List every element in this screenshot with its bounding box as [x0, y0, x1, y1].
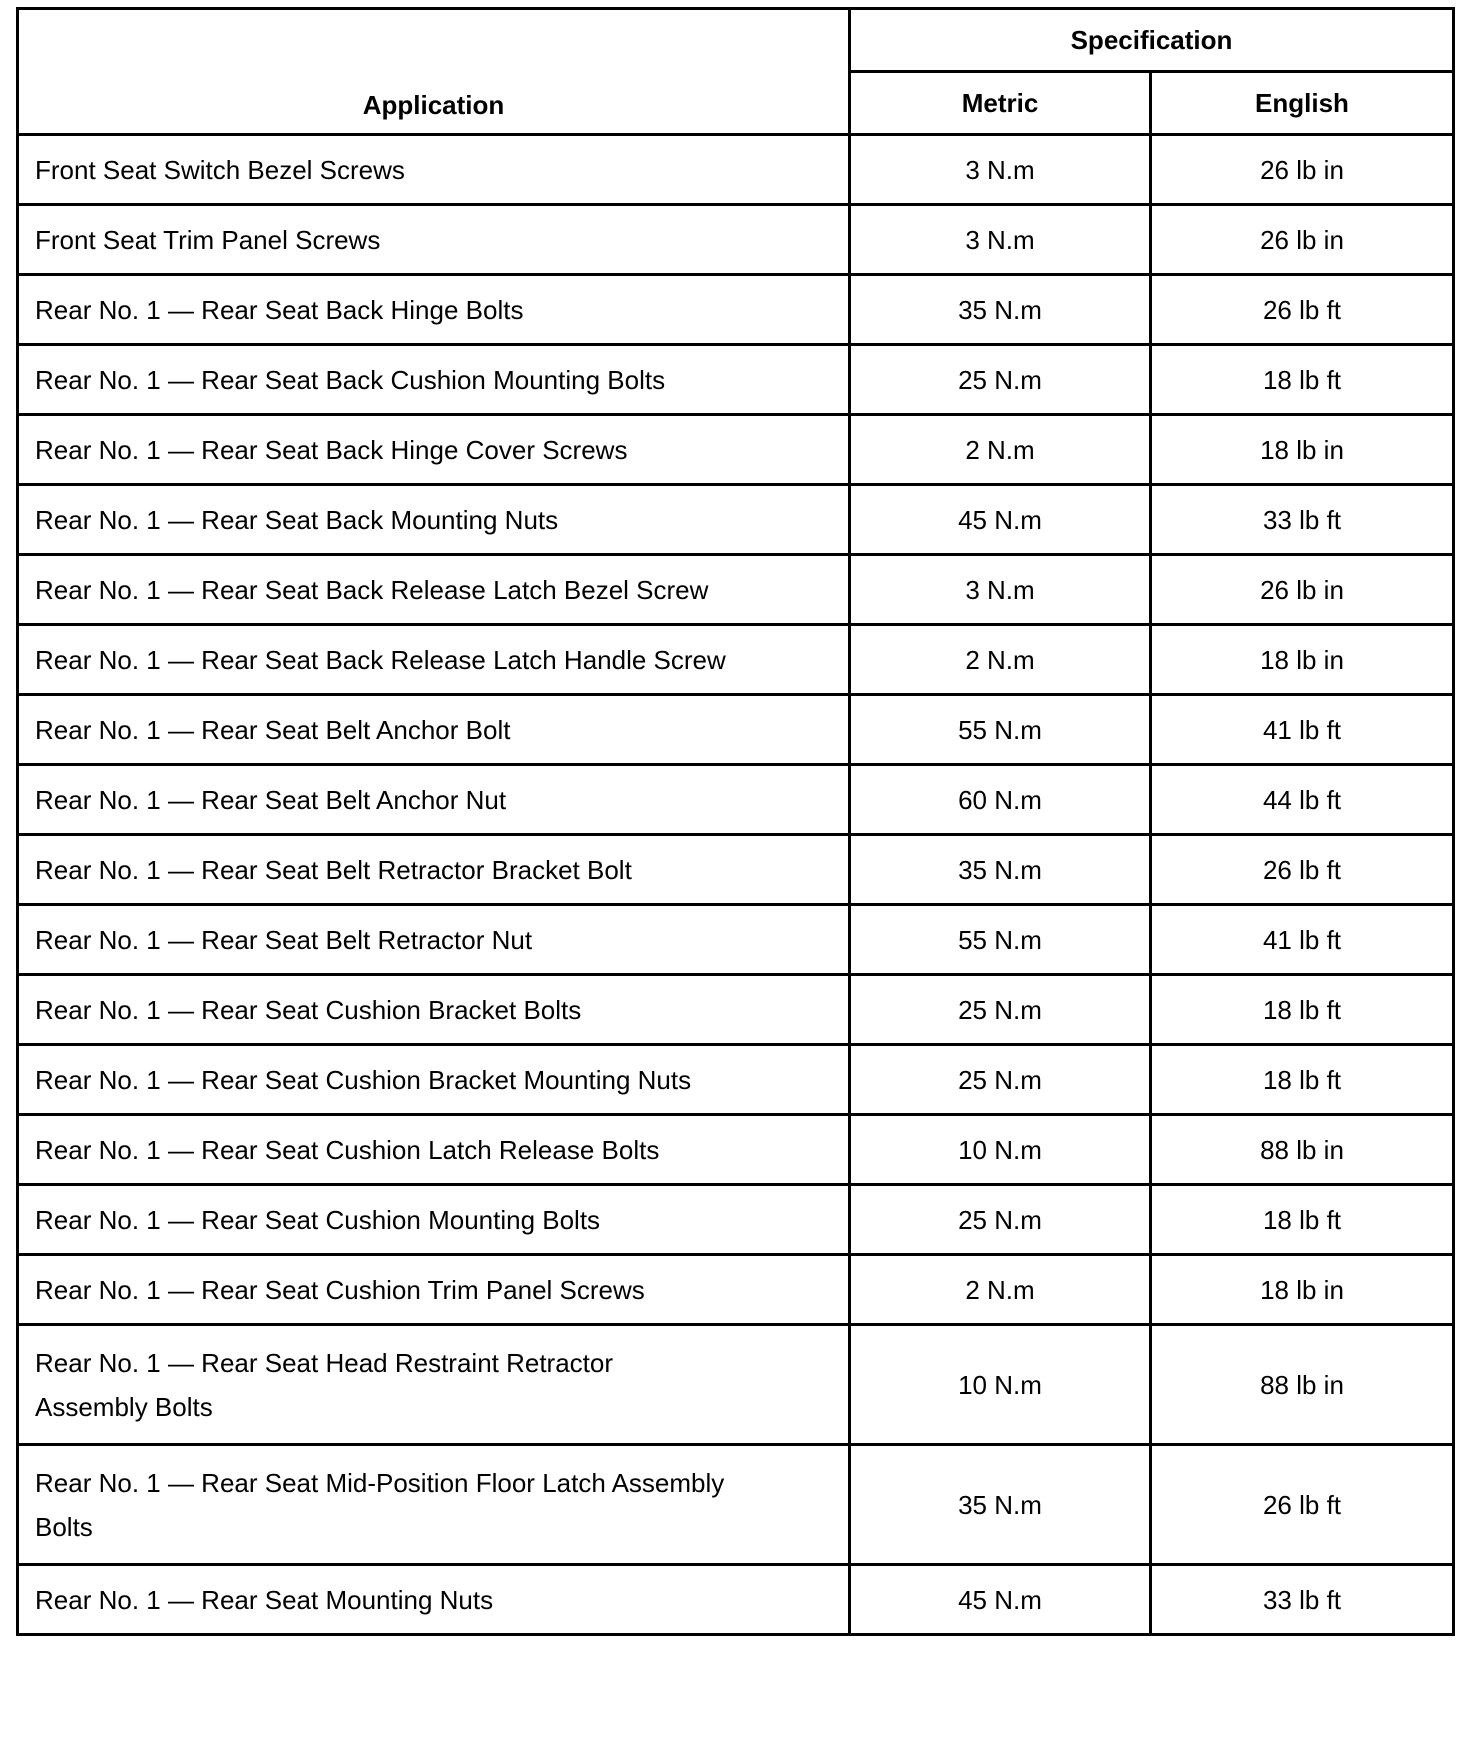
english-cell: 26 lb in	[1151, 555, 1454, 625]
metric-cell: 45 N.m	[850, 1565, 1151, 1635]
metric-cell: 2 N.m	[850, 625, 1151, 695]
metric-cell: 10 N.m	[850, 1115, 1151, 1185]
application-cell: Rear No. 1 — Rear Seat Mid-Position Floor Latch Assembly Bolts	[18, 1445, 850, 1565]
english-header: English	[1151, 72, 1454, 135]
english-cell: 18 lb ft	[1151, 1185, 1454, 1255]
table-row	[18, 415, 1454, 485]
english-cell: 44 lb ft	[1151, 765, 1454, 835]
table-row	[18, 1185, 1454, 1255]
application-cell: Rear No. 1 — Rear Seat Belt Retractor Nut	[18, 905, 850, 975]
english-cell: 26 lb ft	[1151, 1445, 1454, 1565]
english-cell: 26 lb ft	[1151, 275, 1454, 345]
metric-cell: 3 N.m	[850, 205, 1151, 275]
english-cell: 33 lb ft	[1151, 1565, 1454, 1635]
metric-cell: 25 N.m	[850, 1045, 1151, 1115]
table-row	[18, 1115, 1454, 1185]
table-row	[18, 1445, 1454, 1565]
application-cell: Rear No. 1 — Rear Seat Cushion Trim Panel Screws	[18, 1255, 850, 1325]
table-row	[18, 275, 1454, 345]
application-cell: Front Seat Trim Panel Screws	[18, 205, 850, 275]
table-row	[18, 835, 1454, 905]
metric-cell: 55 N.m	[850, 695, 1151, 765]
table-row	[18, 485, 1454, 555]
english-cell: 26 lb in	[1151, 205, 1454, 275]
metric-cell: 45 N.m	[850, 485, 1151, 555]
metric-cell: 35 N.m	[850, 1445, 1151, 1565]
application-cell: Rear No. 1 — Rear Seat Belt Anchor Nut	[18, 765, 850, 835]
english-cell: 41 lb ft	[1151, 905, 1454, 975]
metric-cell: 3 N.m	[850, 555, 1151, 625]
english-cell: 88 lb in	[1151, 1115, 1454, 1185]
table-row	[18, 205, 1454, 275]
metric-cell: 25 N.m	[850, 1185, 1151, 1255]
application-cell: Rear No. 1 — Rear Seat Cushion Latch Release Bolts	[18, 1115, 850, 1185]
english-cell: 18 lb in	[1151, 415, 1454, 485]
table-row	[18, 765, 1454, 835]
metric-cell: 2 N.m	[850, 415, 1151, 485]
application-cell: Rear No. 1 — Rear Seat Back Release Latch Bezel Screw	[18, 555, 850, 625]
english-cell: 26 lb in	[1151, 135, 1454, 205]
application-cell: Rear No. 1 — Rear Seat Belt Retractor Bracket Bolt	[18, 835, 850, 905]
application-cell: Rear No. 1 — Rear Seat Belt Anchor Bolt	[18, 695, 850, 765]
table-row	[18, 975, 1454, 1045]
english-cell: 41 lb ft	[1151, 695, 1454, 765]
application-cell: Front Seat Switch Bezel Screws	[18, 135, 850, 205]
metric-cell: 3 N.m	[850, 135, 1151, 205]
english-cell: 18 lb ft	[1151, 1045, 1454, 1115]
table-row	[18, 1045, 1454, 1115]
english-cell: 18 lb in	[1151, 1255, 1454, 1325]
english-cell: 88 lb in	[1151, 1325, 1454, 1445]
application-cell: Rear No. 1 — Rear Seat Mounting Nuts	[18, 1565, 850, 1635]
metric-cell: 55 N.m	[850, 905, 1151, 975]
application-cell: Rear No. 1 — Rear Seat Cushion Bracket Mounting Nuts	[18, 1045, 850, 1115]
application-cell: Rear No. 1 — Rear Seat Cushion Bracket Bolts	[18, 975, 850, 1045]
english-cell: 26 lb ft	[1151, 835, 1454, 905]
table-row	[18, 1325, 1454, 1445]
application-cell: Rear No. 1 — Rear Seat Back Cushion Mounting Bolts	[18, 345, 850, 415]
table-row	[18, 555, 1454, 625]
metric-cell: 35 N.m	[850, 835, 1151, 905]
application-cell: Rear No. 1 — Rear Seat Back Hinge Bolts	[18, 275, 850, 345]
metric-header: Metric	[850, 72, 1151, 135]
application-cell: Rear No. 1 — Rear Seat Back Release Latch Handle Screw	[18, 625, 850, 695]
table-row	[18, 1255, 1454, 1325]
torque-specification-table	[16, 7, 1455, 1636]
application-header: Application	[18, 9, 850, 135]
table-row	[18, 695, 1454, 765]
english-cell: 18 lb ft	[1151, 345, 1454, 415]
metric-cell: 35 N.m	[850, 275, 1151, 345]
metric-cell: 10 N.m	[850, 1325, 1151, 1445]
table-row	[18, 1565, 1454, 1635]
application-cell: Rear No. 1 — Rear Seat Back Hinge Cover Screws	[18, 415, 850, 485]
specification-header: Specification	[850, 9, 1454, 72]
english-cell: 18 lb ft	[1151, 975, 1454, 1045]
english-cell: 33 lb ft	[1151, 485, 1454, 555]
english-cell: 18 lb in	[1151, 625, 1454, 695]
table-row	[18, 625, 1454, 695]
table-row	[18, 905, 1454, 975]
metric-cell: 60 N.m	[850, 765, 1151, 835]
application-cell: Rear No. 1 — Rear Seat Cushion Mounting Bolts	[18, 1185, 850, 1255]
table-row	[18, 345, 1454, 415]
metric-cell: 2 N.m	[850, 1255, 1151, 1325]
metric-cell: 25 N.m	[850, 975, 1151, 1045]
metric-cell: 25 N.m	[850, 345, 1151, 415]
application-cell: Rear No. 1 — Rear Seat Head Restraint Retractor Assembly Bolts	[18, 1325, 850, 1445]
application-cell: Rear No. 1 — Rear Seat Back Mounting Nuts	[18, 485, 850, 555]
table-row	[18, 135, 1454, 205]
